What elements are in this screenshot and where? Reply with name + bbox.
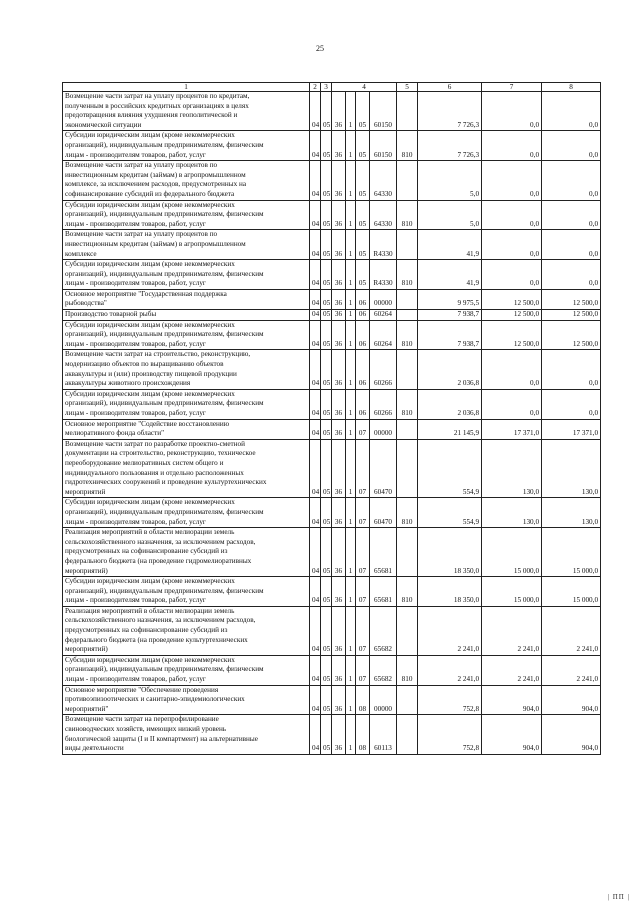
code-c4d: 65682 xyxy=(370,655,397,685)
budget-table xyxy=(62,82,601,755)
code-c4b: 1 xyxy=(346,289,356,309)
table-row xyxy=(63,419,601,439)
row-name: Реализация мероприятий в области мелиорации земель сельскохозяйственного назначения, за исключением расходов, предусмотренных на софинансирование субсидий из федерального бюджета (на проведение культуртехнических мероприятий) xyxy=(63,606,310,655)
code-c4a: 36 xyxy=(332,200,346,230)
code-c2: 04 xyxy=(310,260,321,290)
code-c3: 05 xyxy=(321,606,332,655)
amount-c6: 41,9 xyxy=(418,230,482,260)
code-c2: 04 xyxy=(310,131,321,161)
code-c4a: 36 xyxy=(332,230,346,260)
amount-c8: 130,0 xyxy=(542,439,601,498)
row-name: Субсидии юридическим лицам (кроме некоммерческих организаций), индивидуальным предпринимателям, физическим лицам - производителям товаров, работ, услуг xyxy=(63,655,310,685)
amount-c7: 0,0 xyxy=(482,92,542,131)
header-cell: 1 xyxy=(63,83,310,92)
amount-c6: 5,0 xyxy=(418,161,482,200)
table-row xyxy=(63,92,601,131)
code-c4a: 36 xyxy=(332,715,346,754)
code-c2: 04 xyxy=(310,320,321,350)
row-name: Основное мероприятие "Государственная поддержка рыбоводства" xyxy=(63,289,310,309)
code-c5: 810 xyxy=(397,131,418,161)
code-c3: 05 xyxy=(321,685,332,715)
header-cell: 6 xyxy=(418,83,482,92)
code-c4a: 36 xyxy=(332,528,346,577)
code-c4b: 1 xyxy=(346,498,356,528)
code-c4c: 05 xyxy=(356,92,370,131)
row-name: Субсидии юридическим лицам (кроме некоммерческих организаций), индивидуальным предпринимателям, физическим лицам - производителям товаров, работ, услуг xyxy=(63,577,310,607)
code-c5: 810 xyxy=(397,260,418,290)
code-c5 xyxy=(397,439,418,498)
table-row xyxy=(63,685,601,715)
table-row xyxy=(63,389,601,419)
row-name: Возмещение части затрат на уплату процентов по кредитам, полученным в российских кредитных организациях в целях предотвращения влияния ухудшения геополитической и экономической ситуации xyxy=(63,92,310,131)
amount-c6: 7 938,7 xyxy=(418,310,482,321)
amount-c7: 0,0 xyxy=(482,389,542,419)
code-c4c: 07 xyxy=(356,419,370,439)
code-c3: 05 xyxy=(321,260,332,290)
table-row xyxy=(63,528,601,577)
table-row xyxy=(63,310,601,321)
amount-c8: 15 000,0 xyxy=(542,577,601,607)
amount-c8: 0,0 xyxy=(542,92,601,131)
code-c4c: 07 xyxy=(356,655,370,685)
code-c5: 810 xyxy=(397,320,418,350)
amount-c7: 0,0 xyxy=(482,230,542,260)
code-c4d: 65681 xyxy=(370,577,397,607)
code-c4c: 08 xyxy=(356,715,370,754)
table-body xyxy=(63,92,601,755)
amount-c7: 0,0 xyxy=(482,350,542,389)
code-c2: 04 xyxy=(310,439,321,498)
code-c3: 05 xyxy=(321,289,332,309)
amount-c7: 12 500,0 xyxy=(482,320,542,350)
code-c2: 04 xyxy=(310,200,321,230)
code-c4d: 60150 xyxy=(370,92,397,131)
amount-c7: 0,0 xyxy=(482,260,542,290)
amount-c6: 752,8 xyxy=(418,715,482,754)
amount-c8: 0,0 xyxy=(542,389,601,419)
code-c5 xyxy=(397,310,418,321)
code-c4c: 06 xyxy=(356,310,370,321)
code-c2: 04 xyxy=(310,389,321,419)
amount-c8: 12 500,0 xyxy=(542,320,601,350)
code-c4a: 36 xyxy=(332,655,346,685)
code-c2: 04 xyxy=(310,606,321,655)
page-number: 25 xyxy=(316,44,324,53)
code-c4a: 36 xyxy=(332,92,346,131)
amount-c7: 15 000,0 xyxy=(482,528,542,577)
code-c5: 810 xyxy=(397,498,418,528)
table-row xyxy=(63,131,601,161)
amount-c6: 18 350,0 xyxy=(418,528,482,577)
amount-c8: 904,0 xyxy=(542,715,601,754)
code-c4a: 36 xyxy=(332,389,346,419)
code-c3: 05 xyxy=(321,439,332,498)
code-c4a: 36 xyxy=(332,289,346,309)
amount-c7: 0,0 xyxy=(482,200,542,230)
code-c4c: 07 xyxy=(356,498,370,528)
code-c4c: 07 xyxy=(356,439,370,498)
code-c4a: 36 xyxy=(332,320,346,350)
code-c4a: 36 xyxy=(332,350,346,389)
code-c4b: 1 xyxy=(346,310,356,321)
code-c4b: 1 xyxy=(346,92,356,131)
code-c4b: 1 xyxy=(346,260,356,290)
code-c4c: 05 xyxy=(356,131,370,161)
amount-c8: 0,0 xyxy=(542,131,601,161)
table-row xyxy=(63,289,601,309)
code-c3: 05 xyxy=(321,655,332,685)
amount-c7: 15 000,0 xyxy=(482,577,542,607)
code-c3: 05 xyxy=(321,92,332,131)
code-c4d: 60264 xyxy=(370,320,397,350)
code-c5 xyxy=(397,419,418,439)
code-c4c: 06 xyxy=(356,320,370,350)
code-c2: 04 xyxy=(310,161,321,200)
code-c4b: 1 xyxy=(346,200,356,230)
code-c4c: 06 xyxy=(356,289,370,309)
code-c5: 810 xyxy=(397,577,418,607)
amount-c8: 0,0 xyxy=(542,260,601,290)
code-c4d: 65682 xyxy=(370,606,397,655)
code-c5 xyxy=(397,161,418,200)
code-c4a: 36 xyxy=(332,498,346,528)
amount-c7: 904,0 xyxy=(482,715,542,754)
table-row xyxy=(63,655,601,685)
row-name: Возмещение части затрат на уплату процентов по инвестиционным кредитам (займам) в агропромышленном комплексе xyxy=(63,230,310,260)
amount-c6: 2 241,0 xyxy=(418,606,482,655)
table-row xyxy=(63,439,601,498)
amount-c7: 12 500,0 xyxy=(482,289,542,309)
code-c4a: 36 xyxy=(332,685,346,715)
amount-c6: 752,8 xyxy=(418,685,482,715)
row-name: Основное мероприятие "Обеспечение проведения противоэпизоотических и санитарно-эпидемиологических мероприятий" xyxy=(63,685,310,715)
code-c2: 04 xyxy=(310,92,321,131)
code-c4d: R4330 xyxy=(370,230,397,260)
amount-c8: 17 371,0 xyxy=(542,419,601,439)
code-c4b: 1 xyxy=(346,419,356,439)
row-name: Возмещение части затрат по разработке проектно-сметной документации на строительство, реконструкцию, техническое переоборудование мелиоративных систем общего и индивидуального пользования и отдельно расположенных гидротехнических сооружений и проведение культуртехнических мероприятий xyxy=(63,439,310,498)
amount-c6: 554,9 xyxy=(418,439,482,498)
row-name: Субсидии юридическим лицам (кроме некоммерческих организаций), индивидуальным предпринимателям, физическим лицам - производителям товаров, работ, услуг xyxy=(63,131,310,161)
code-c3: 05 xyxy=(321,715,332,754)
code-c4d: 60266 xyxy=(370,389,397,419)
code-c4b: 1 xyxy=(346,606,356,655)
amount-c6: 7 938,7 xyxy=(418,320,482,350)
code-c4d: 65681 xyxy=(370,528,397,577)
code-c5 xyxy=(397,715,418,754)
amount-c8: 12 500,0 xyxy=(542,310,601,321)
code-c3: 05 xyxy=(321,161,332,200)
amount-c8: 15 000,0 xyxy=(542,528,601,577)
code-c4a: 36 xyxy=(332,606,346,655)
code-c3: 05 xyxy=(321,528,332,577)
code-c4d: 60150 xyxy=(370,131,397,161)
code-c2: 04 xyxy=(310,419,321,439)
header-cell: 3 xyxy=(321,83,332,92)
code-c3: 05 xyxy=(321,200,332,230)
code-c5 xyxy=(397,606,418,655)
code-c4a: 36 xyxy=(332,260,346,290)
amount-c7: 130,0 xyxy=(482,498,542,528)
header-cell: 5 xyxy=(397,83,418,92)
code-c5: 810 xyxy=(397,655,418,685)
table-row xyxy=(63,230,601,260)
code-c4b: 1 xyxy=(346,439,356,498)
code-c4a: 36 xyxy=(332,310,346,321)
code-c4b: 1 xyxy=(346,350,356,389)
amount-c8: 12 500,0 xyxy=(542,289,601,309)
amount-c6: 41,9 xyxy=(418,260,482,290)
code-c3: 05 xyxy=(321,350,332,389)
amount-c8: 0,0 xyxy=(542,200,601,230)
code-c4c: 06 xyxy=(356,350,370,389)
code-c4d: 60266 xyxy=(370,350,397,389)
amount-c8: 0,0 xyxy=(542,230,601,260)
table-row xyxy=(63,715,601,754)
amount-c6: 7 726,3 xyxy=(418,92,482,131)
code-c2: 04 xyxy=(310,230,321,260)
code-c4b: 1 xyxy=(346,577,356,607)
amount-c6: 2 036,8 xyxy=(418,389,482,419)
amount-c7: 0,0 xyxy=(482,131,542,161)
code-c3: 05 xyxy=(321,577,332,607)
code-c4c: 06 xyxy=(356,389,370,419)
code-c4d: 64330 xyxy=(370,161,397,200)
code-c4c: 08 xyxy=(356,685,370,715)
code-c4a: 36 xyxy=(332,419,346,439)
code-c4d: 60470 xyxy=(370,498,397,528)
table-row xyxy=(63,200,601,230)
amount-c7: 17 371,0 xyxy=(482,419,542,439)
amount-c8: 0,0 xyxy=(542,161,601,200)
code-c2: 04 xyxy=(310,289,321,309)
table-row xyxy=(63,577,601,607)
code-c4b: 1 xyxy=(346,655,356,685)
amount-c7: 130,0 xyxy=(482,439,542,498)
code-c4a: 36 xyxy=(332,439,346,498)
amount-c6: 554,9 xyxy=(418,498,482,528)
amount-c8: 2 241,0 xyxy=(542,655,601,685)
header-cell: 2 xyxy=(310,83,321,92)
amount-c7: 2 241,0 xyxy=(482,655,542,685)
row-name: Субсидии юридическим лицам (кроме некоммерческих организаций), индивидуальным предпринимателям, физическим лицам - производителям товаров, работ, услуг xyxy=(63,498,310,528)
header-cell: 4 xyxy=(332,83,397,92)
row-name: Основное мероприятие "Содействие восстановлению мелиоративного фонда области" xyxy=(63,419,310,439)
code-c4c: 07 xyxy=(356,606,370,655)
amount-c8: 130,0 xyxy=(542,498,601,528)
code-c4b: 1 xyxy=(346,161,356,200)
code-c5 xyxy=(397,230,418,260)
code-c2: 04 xyxy=(310,310,321,321)
amount-c7: 0,0 xyxy=(482,161,542,200)
code-c4c: 07 xyxy=(356,528,370,577)
code-c4b: 1 xyxy=(346,320,356,350)
code-c3: 05 xyxy=(321,389,332,419)
code-c4b: 1 xyxy=(346,715,356,754)
code-c4d: 60264 xyxy=(370,310,397,321)
code-c4d: 00000 xyxy=(370,419,397,439)
code-c2: 04 xyxy=(310,685,321,715)
row-name: Реализация мероприятий в области мелиорации земель сельскохозяйственного назначения, за исключением расходов, предусмотренных на софинансирование субсидий из федерального бюджета (на проведение гидромелиоративных мероприятий) xyxy=(63,528,310,577)
code-c3: 05 xyxy=(321,310,332,321)
code-c4b: 1 xyxy=(346,685,356,715)
code-c5 xyxy=(397,350,418,389)
code-c3: 05 xyxy=(321,131,332,161)
amount-c8: 0,0 xyxy=(542,350,601,389)
code-c5: 810 xyxy=(397,200,418,230)
row-name: Возмещение части затрат на перепрофилирование свиноводческих хозяйств, имеющих низкий уровень биологической защиты (I и II компартмент) на альтернативные виды деятельности xyxy=(63,715,310,754)
table-row xyxy=(63,260,601,290)
code-c2: 04 xyxy=(310,350,321,389)
row-name: Возмещение части затрат на строительство, реконструкцию, модернизацию объектов по выращиванию объектов аквакультуры и (или) производству пищевой продукции аквакультуры животного происхождения xyxy=(63,350,310,389)
code-c2: 04 xyxy=(310,715,321,754)
header-cell: 8 xyxy=(542,83,601,92)
code-c2: 04 xyxy=(310,655,321,685)
code-c5 xyxy=(397,528,418,577)
row-name: Субсидии юридическим лицам (кроме некоммерческих организаций), индивидуальным предпринимателям, физическим лицам - производителям товаров, работ, услуг xyxy=(63,320,310,350)
code-c4c: 05 xyxy=(356,161,370,200)
code-c3: 05 xyxy=(321,419,332,439)
amount-c8: 904,0 xyxy=(542,685,601,715)
table-row xyxy=(63,161,601,200)
code-c4a: 36 xyxy=(332,131,346,161)
code-c4c: 07 xyxy=(356,577,370,607)
code-c3: 05 xyxy=(321,230,332,260)
code-c2: 04 xyxy=(310,577,321,607)
header-row xyxy=(63,83,601,92)
row-name: Субсидии юридическим лицам (кроме некоммерческих организаций), индивидуальным предпринимателям, физическим лицам - производителям товаров, работ, услуг xyxy=(63,389,310,419)
code-c4d: 00000 xyxy=(370,685,397,715)
amount-c8: 2 241,0 xyxy=(542,606,601,655)
code-c4d: 60113 xyxy=(370,715,397,754)
code-c4d: 60470 xyxy=(370,439,397,498)
code-c2: 04 xyxy=(310,498,321,528)
code-c4b: 1 xyxy=(346,131,356,161)
code-c4d: R4330 xyxy=(370,260,397,290)
code-c4b: 1 xyxy=(346,230,356,260)
row-name: Субсидии юридическим лицам (кроме некоммерческих организаций), индивидуальным предпринимателям, физическим лицам - производителям товаров, работ, услуг xyxy=(63,260,310,290)
amount-c6: 5,0 xyxy=(418,200,482,230)
row-name: Производство товарной рыбы xyxy=(63,310,310,321)
row-name: Возмещение части затрат на уплату процентов по инвестиционным кредитам (займам) в агропромышленном комплексе, за исключением расходов, предусмотренных на софинансирование субсидий из федерального бюджета xyxy=(63,161,310,200)
amount-c7: 12 500,0 xyxy=(482,310,542,321)
amount-c6: 2 036,8 xyxy=(418,350,482,389)
table-row xyxy=(63,498,601,528)
code-c4d: 00000 xyxy=(370,289,397,309)
code-c4d: 64330 xyxy=(370,200,397,230)
amount-c6: 18 350,0 xyxy=(418,577,482,607)
amount-c6: 7 726,3 xyxy=(418,131,482,161)
amount-c6: 9 975,5 xyxy=(418,289,482,309)
code-c3: 05 xyxy=(321,320,332,350)
footer-mark: | ПП | xyxy=(607,893,630,901)
table-row xyxy=(63,320,601,350)
code-c4a: 36 xyxy=(332,577,346,607)
amount-c7: 2 241,0 xyxy=(482,606,542,655)
row-name: Субсидии юридическим лицам (кроме некоммерческих организаций), индивидуальным предпринимателям, физическим лицам - производителям товаров, работ, услуг xyxy=(63,200,310,230)
amount-c6: 2 241,0 xyxy=(418,655,482,685)
code-c4c: 05 xyxy=(356,200,370,230)
code-c3: 05 xyxy=(321,498,332,528)
code-c5: 810 xyxy=(397,389,418,419)
code-c4c: 05 xyxy=(356,230,370,260)
code-c5 xyxy=(397,92,418,131)
code-c4b: 1 xyxy=(346,528,356,577)
code-c5 xyxy=(397,289,418,309)
table-row xyxy=(63,350,601,389)
code-c2: 04 xyxy=(310,528,321,577)
code-c5 xyxy=(397,685,418,715)
header-cell: 7 xyxy=(482,83,542,92)
code-c4c: 05 xyxy=(356,260,370,290)
amount-c7: 904,0 xyxy=(482,685,542,715)
amount-c6: 21 145,9 xyxy=(418,419,482,439)
code-c4a: 36 xyxy=(332,161,346,200)
code-c4b: 1 xyxy=(346,389,356,419)
table-row xyxy=(63,606,601,655)
